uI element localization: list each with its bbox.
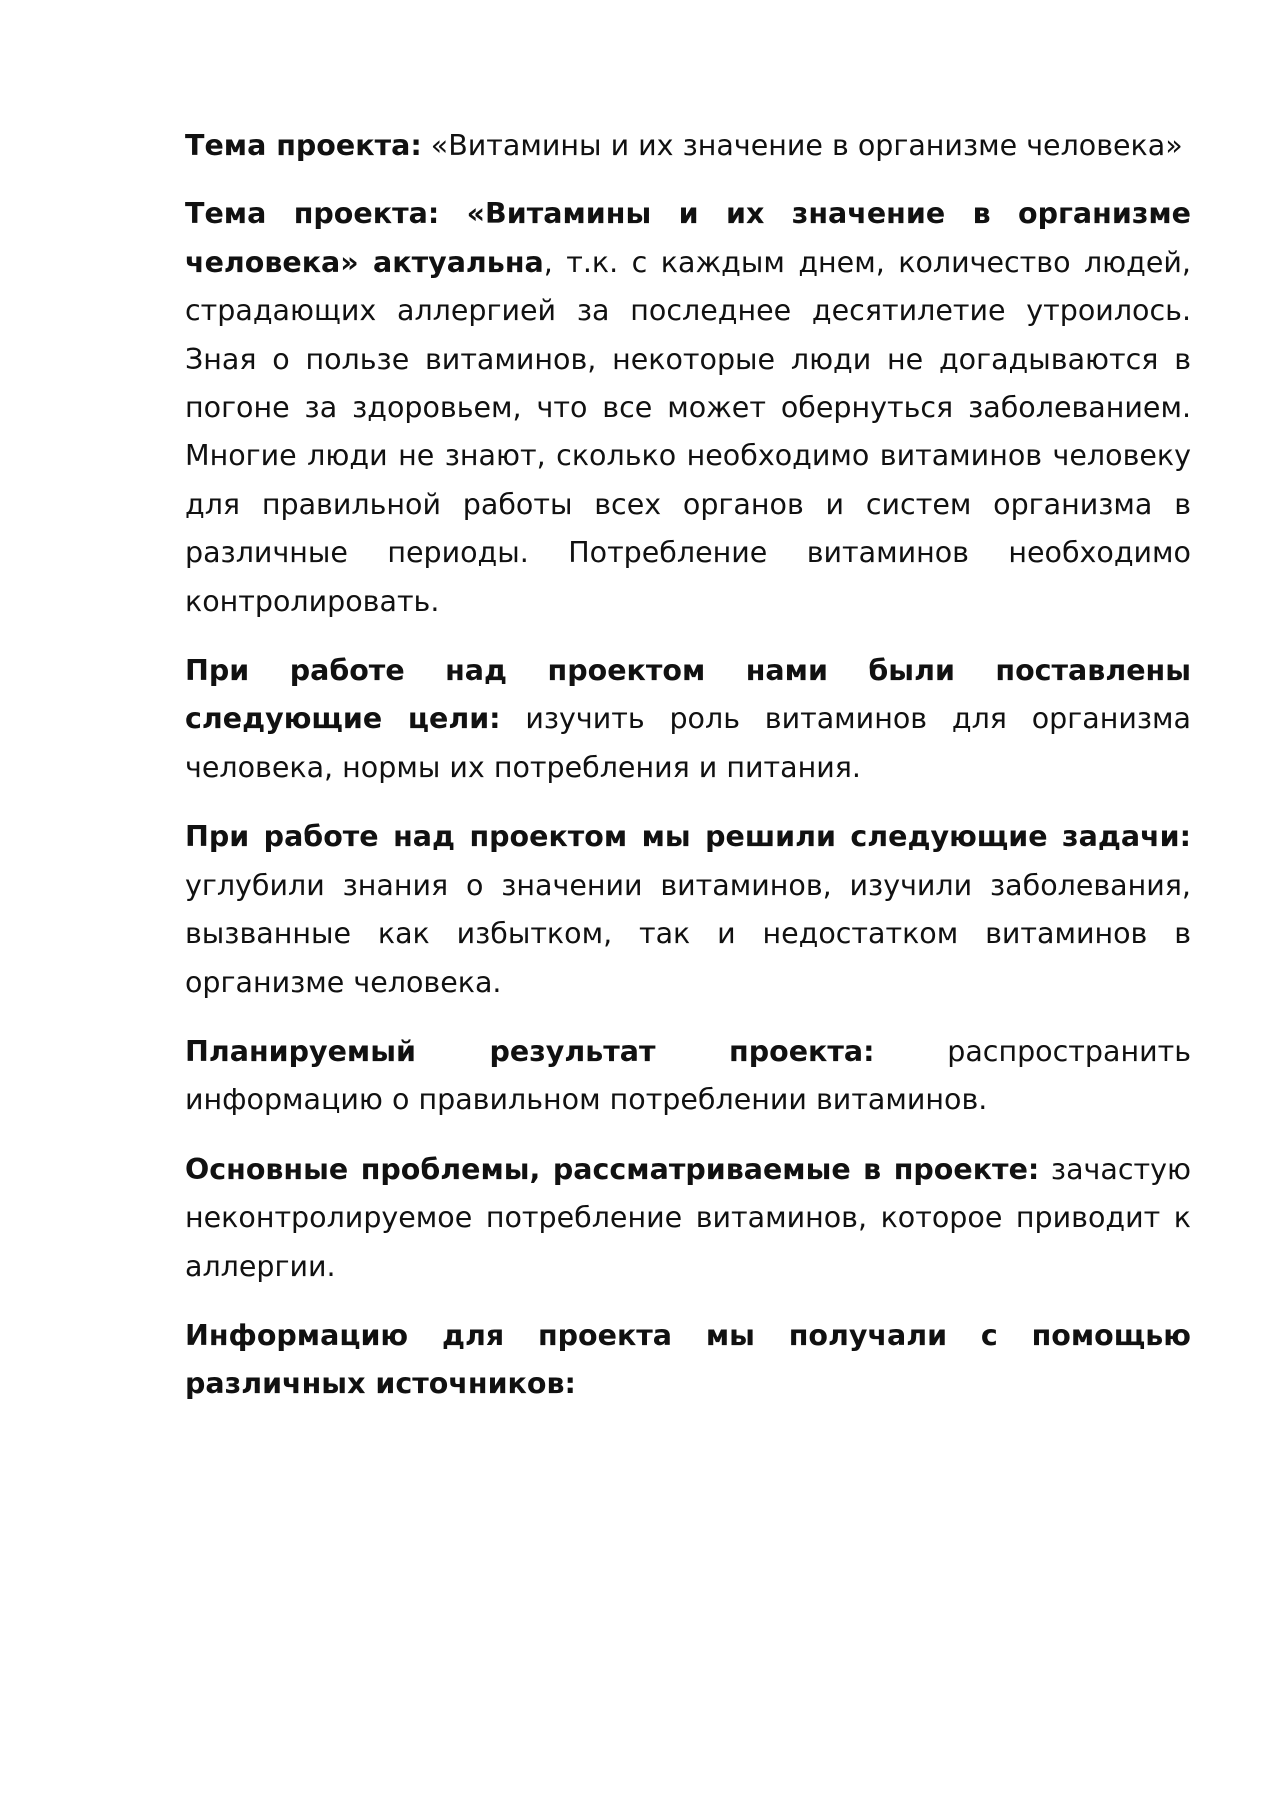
goals-paragraph	[185, 647, 1191, 792]
main-problems-text: зачастую неконтролируемое потребление витаминов, которое приводит к аллергии.	[185, 1152, 1191, 1283]
tasks-paragraph	[185, 813, 1191, 1007]
expected-result-paragraph	[185, 1028, 1191, 1125]
document-page	[185, 122, 1191, 1409]
project-topic-text: «Витамины и их значение в организме человека»	[421, 129, 1183, 162]
sources-paragraph	[185, 1312, 1191, 1409]
main-problems-label: Основные проблемы, рассматриваемые в проекте:	[185, 1152, 1040, 1186]
relevance-text: , т.к. с каждым днем, количество людей, страдающих аллергией за последнее десятилетие утроилось. Зная о пользе витаминов, некоторые люди не догадываются в погоне за здоровьем, что все может обернуться заболеванием. Многие люди не знают, сколько необходимо витаминов человеку для правильной работы всех органов и систем организма в различные периоды. Потребление витаминов необходимо контролировать.	[185, 245, 1191, 618]
expected-result-text: распространить информацию о правильном потреблении витаминов.	[185, 1034, 1191, 1117]
tasks-label: При работе над проектом мы решили следующие задачи:	[185, 820, 1191, 854]
relevance-label: Тема проекта: «Витамины и их значение в организме человека» актуальна	[185, 197, 1191, 279]
main-problems-paragraph	[185, 1146, 1191, 1291]
relevance-paragraph	[185, 190, 1191, 626]
expected-result-label: Планируемый результат проекта:	[185, 1034, 875, 1068]
sources-label: Информацию для проекта мы получали с помощью различных источников:	[185, 1318, 1191, 1401]
project-topic-label: Тема проекта:	[185, 129, 422, 162]
goals-text: изучить роль витаминов для организма человека, нормы их потребления и питания.	[185, 702, 1191, 784]
project-topic-paragraph	[185, 122, 1191, 170]
tasks-text: углубили знания о значении витаминов, изучили заболевания, вызванные как избытком, так и недостатком витаминов в организме человека.	[185, 868, 1191, 999]
goals-label: При работе над проектом нами были поставлены следующие цели:	[185, 654, 1191, 736]
